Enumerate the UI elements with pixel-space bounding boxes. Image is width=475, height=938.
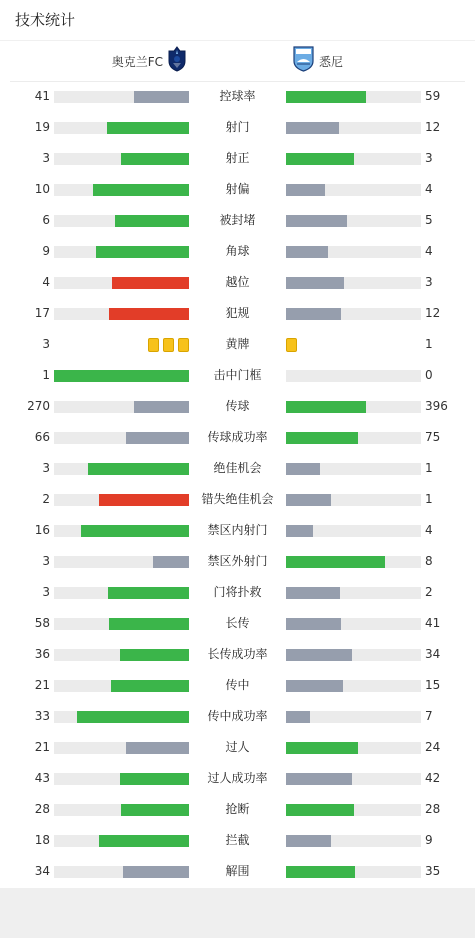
away-stat-bar-track <box>286 835 421 847</box>
home-stat-bar <box>93 184 189 196</box>
away-stat-bar-track <box>286 866 421 878</box>
home-stat-bar <box>81 525 189 537</box>
home-stat-bar <box>54 370 189 382</box>
stat-label: 犯规 <box>225 306 250 320</box>
home-stat-value: 28 <box>34 802 50 816</box>
away-stat-bar-track <box>286 308 421 320</box>
home-stat-bar <box>77 711 189 723</box>
home-stat-value: 270 <box>27 399 50 413</box>
home-stat-value: 21 <box>34 740 50 754</box>
stat-label: 传中 <box>225 678 250 692</box>
home-stat-bar-track <box>54 711 189 723</box>
away-stat-bar-track <box>286 804 421 816</box>
yellow-card-icon <box>178 338 189 352</box>
away-stat-bar <box>286 866 355 878</box>
away-stat-value: 3 <box>425 275 433 289</box>
home-stat-value: 9 <box>42 244 50 258</box>
home-stat-bar-track <box>54 742 189 754</box>
stat-label: 射正 <box>225 151 250 165</box>
home-stat-bar <box>123 866 189 878</box>
stat-row <box>0 546 475 577</box>
away-stat-bar <box>286 742 358 754</box>
home-stat-value: 21 <box>34 678 50 692</box>
home-stat-bar-track <box>54 773 189 785</box>
away-stat-bar <box>286 649 352 661</box>
home-stat-bar <box>112 277 189 289</box>
away-stat-bar <box>286 432 358 444</box>
home-stat-value: 3 <box>42 461 50 475</box>
away-stat-bar <box>286 277 344 289</box>
stat-label: 角球 <box>225 244 250 258</box>
home-stat-value: 16 <box>34 523 50 537</box>
stat-row <box>0 236 475 267</box>
stat-row <box>0 453 475 484</box>
stat-label: 射门 <box>225 120 250 134</box>
away-stat-bar-track <box>286 122 421 134</box>
home-stat-bar-track <box>54 401 189 413</box>
home-stat-value: 34 <box>34 864 50 878</box>
away-stat-bar-track <box>286 184 421 196</box>
away-stat-value: 41 <box>425 616 441 630</box>
sydney-fc-crest-icon <box>293 46 314 76</box>
stat-row <box>0 794 475 825</box>
home-stat-value: 19 <box>34 120 50 134</box>
away-stat-bar <box>286 618 341 630</box>
home-stat-bar <box>108 587 189 599</box>
stat-label: 解围 <box>225 864 250 878</box>
away-stat-value: 28 <box>425 802 441 816</box>
stat-row <box>0 577 475 608</box>
away-stat-value: 34 <box>425 647 441 661</box>
away-stat-bar <box>286 463 320 475</box>
stat-label: 绝佳机会 <box>213 461 262 475</box>
home-stat-bar-track <box>54 866 189 878</box>
away-stat-value: 0 <box>425 368 433 382</box>
home-stat-bar <box>126 742 189 754</box>
stat-row <box>0 732 475 763</box>
away-stat-bar <box>286 215 347 227</box>
away-stat-value: 9 <box>425 833 433 847</box>
away-stat-bar <box>286 91 366 103</box>
home-stat-bar <box>99 835 189 847</box>
away-stat-value: 1 <box>425 337 433 351</box>
home-stat-value: 4 <box>42 275 50 289</box>
away-stat-bar-track <box>286 649 421 661</box>
away-stat-bar <box>286 587 340 599</box>
away-stat-bar <box>286 680 343 692</box>
home-stat-bar-track <box>54 91 189 103</box>
stat-row <box>0 174 475 205</box>
away-stat-bar <box>286 711 310 723</box>
auckland-fc-crest-icon <box>167 46 187 76</box>
yellow-card-icon <box>163 338 174 352</box>
stat-row <box>0 701 475 732</box>
away-stat-bar <box>286 401 366 413</box>
home-stat-bar-track <box>54 370 189 382</box>
home-stat-value: 41 <box>34 89 50 103</box>
home-stat-bar <box>121 804 189 816</box>
away-stat-bar <box>286 184 325 196</box>
stat-label: 长传 <box>225 616 250 630</box>
away-stat-value: 4 <box>425 182 433 196</box>
stat-row <box>0 81 475 112</box>
away-stat-value: 24 <box>425 740 441 754</box>
home-stat-bar <box>109 618 189 630</box>
stats-list <box>0 81 475 887</box>
away-stat-value: 35 <box>425 864 441 878</box>
home-stat-bar <box>107 122 189 134</box>
away-team <box>293 41 343 81</box>
home-stat-bar-track <box>54 215 189 227</box>
home-stat-bar <box>88 463 189 475</box>
away-stat-bar-track <box>286 773 421 785</box>
home-stat-bar <box>96 246 189 258</box>
away-stat-value: 3 <box>425 151 433 165</box>
home-stat-value: 43 <box>34 771 50 785</box>
teams-header <box>0 41 475 81</box>
away-stat-bar <box>286 835 331 847</box>
stat-label: 黄牌 <box>225 337 250 351</box>
home-stat-bar <box>111 680 189 692</box>
home-stat-value: 3 <box>42 554 50 568</box>
home-stat-bar <box>115 215 189 227</box>
home-stat-bar-track <box>54 556 189 568</box>
stat-label: 过人成功率 <box>207 771 268 785</box>
home-stat-bar <box>120 649 189 661</box>
home-stat-bar-track <box>54 649 189 661</box>
stat-row <box>0 608 475 639</box>
away-stat-bar-track <box>286 587 421 599</box>
stat-row <box>0 422 475 453</box>
home-stat-bar <box>153 556 189 568</box>
stat-row <box>0 143 475 174</box>
home-stat-value: 10 <box>34 182 50 196</box>
home-stat-bar-track <box>54 618 189 630</box>
stat-label: 越位 <box>225 275 250 289</box>
away-stat-value: 75 <box>425 430 441 444</box>
away-stat-value: 4 <box>425 523 433 537</box>
away-stat-bar-track <box>286 91 421 103</box>
stat-label: 错失绝佳机会 <box>201 492 274 506</box>
stat-label: 传球成功率 <box>207 430 268 444</box>
home-stat-bar-track <box>54 525 189 537</box>
stat-row <box>0 639 475 670</box>
home-stat-value: 33 <box>34 709 50 723</box>
away-stat-bar-track <box>286 525 421 537</box>
home-stat-bar <box>126 432 189 444</box>
away-stat-bar <box>286 246 328 258</box>
away-stat-bar-track <box>286 556 421 568</box>
stat-label: 抢断 <box>225 802 250 816</box>
home-stat-bar-track <box>54 494 189 506</box>
away-stat-bar-track <box>286 494 421 506</box>
home-stat-value: 18 <box>34 833 50 847</box>
stat-label: 传中成功率 <box>207 709 268 723</box>
stat-row <box>0 391 475 422</box>
home-stat-value: 2 <box>42 492 50 506</box>
stat-row <box>0 670 475 701</box>
yellow-card-icon <box>148 338 159 352</box>
home-stat-value: 6 <box>42 213 50 227</box>
away-stat-value: 5 <box>425 213 433 227</box>
away-stat-bar-track <box>286 401 421 413</box>
stat-row <box>0 856 475 887</box>
stat-row <box>0 825 475 856</box>
home-stat-value: 3 <box>42 585 50 599</box>
stat-row <box>0 484 475 515</box>
away-stat-bar-track <box>286 246 421 258</box>
home-stat-value: 58 <box>34 616 50 630</box>
stat-row <box>0 298 475 329</box>
away-stat-value: 2 <box>425 585 433 599</box>
stat-label: 击中门框 <box>213 368 262 382</box>
home-yellow-cards <box>148 338 189 352</box>
away-stat-bar <box>286 556 385 568</box>
stat-label: 禁区内射门 <box>207 523 268 537</box>
home-stat-bar-track <box>54 432 189 444</box>
stat-label: 被封堵 <box>219 213 256 227</box>
stat-row <box>0 329 475 360</box>
home-team <box>112 41 187 81</box>
away-stat-bar-track <box>286 215 421 227</box>
away-stat-value: 4 <box>425 244 433 258</box>
stat-label: 过人 <box>225 740 250 754</box>
away-stat-value: 42 <box>425 771 441 785</box>
home-team-name: 奥克兰FC <box>111 54 163 69</box>
home-stat-bar-track <box>54 587 189 599</box>
home-stat-bar-track <box>54 308 189 320</box>
home-stat-bar-track <box>54 804 189 816</box>
away-stat-value: 59 <box>425 89 441 103</box>
away-stat-bar-track <box>286 432 421 444</box>
away-stat-value: 1 <box>425 461 433 475</box>
home-stat-bar <box>134 91 189 103</box>
home-stat-bar-track <box>54 277 189 289</box>
home-stat-bar <box>109 308 189 320</box>
home-stat-bar-track <box>54 184 189 196</box>
away-stat-bar <box>286 525 313 537</box>
away-stat-value: 1 <box>425 492 433 506</box>
page-title: 技术统计 <box>15 11 76 29</box>
home-stat-bar-track <box>54 153 189 165</box>
away-stat-bar <box>286 308 341 320</box>
home-stat-value: 66 <box>34 430 50 444</box>
home-stat-bar <box>120 773 189 785</box>
away-stat-value: 12 <box>425 120 441 134</box>
away-stat-value: 396 <box>425 399 448 413</box>
away-yellow-cards <box>286 338 297 352</box>
stat-label: 门将扑救 <box>213 585 262 599</box>
stat-label: 拦截 <box>225 833 250 847</box>
stat-row <box>0 763 475 794</box>
home-stat-value: 17 <box>34 306 50 320</box>
home-stat-bar <box>134 401 189 413</box>
away-stat-bar <box>286 153 354 165</box>
stat-row <box>0 360 475 391</box>
away-stat-bar-track <box>286 711 421 723</box>
home-stat-bar <box>121 153 189 165</box>
home-stat-bar <box>99 494 189 506</box>
away-stat-value: 7 <box>425 709 433 723</box>
away-stat-bar <box>286 773 352 785</box>
stat-label: 射偏 <box>225 182 250 196</box>
away-team-name: 悉尼 <box>319 54 344 69</box>
away-stat-bar <box>286 494 331 506</box>
home-stat-value: 36 <box>34 647 50 661</box>
away-stat-bar <box>286 122 339 134</box>
stat-label: 禁区外射门 <box>207 554 268 568</box>
yellow-card-icon <box>286 338 297 352</box>
away-stat-bar-track <box>286 680 421 692</box>
stat-row <box>0 267 475 298</box>
stat-label: 传球 <box>225 399 250 413</box>
away-stat-bar-track <box>286 463 421 475</box>
away-stat-bar-track <box>286 370 421 382</box>
home-stat-value: 3 <box>42 337 50 351</box>
away-stat-value: 12 <box>425 306 441 320</box>
home-stat-value: 1 <box>42 368 50 382</box>
away-stat-value: 8 <box>425 554 433 568</box>
stat-row <box>0 205 475 236</box>
away-stat-bar-track <box>286 742 421 754</box>
home-stat-bar-track <box>54 246 189 258</box>
home-stat-bar-track <box>54 463 189 475</box>
stat-label: 长传成功率 <box>207 647 268 661</box>
home-stat-bar-track <box>54 122 189 134</box>
stat-row <box>0 112 475 143</box>
home-stat-bar-track <box>54 835 189 847</box>
away-stat-bar-track <box>286 277 421 289</box>
away-stat-bar-track <box>286 153 421 165</box>
away-stat-value: 15 <box>425 678 441 692</box>
home-stat-value: 3 <box>42 151 50 165</box>
stat-label: 控球率 <box>219 89 256 103</box>
home-stat-bar-track <box>54 680 189 692</box>
away-stat-bar-track <box>286 618 421 630</box>
stat-row <box>0 515 475 546</box>
away-stat-bar <box>286 804 354 816</box>
